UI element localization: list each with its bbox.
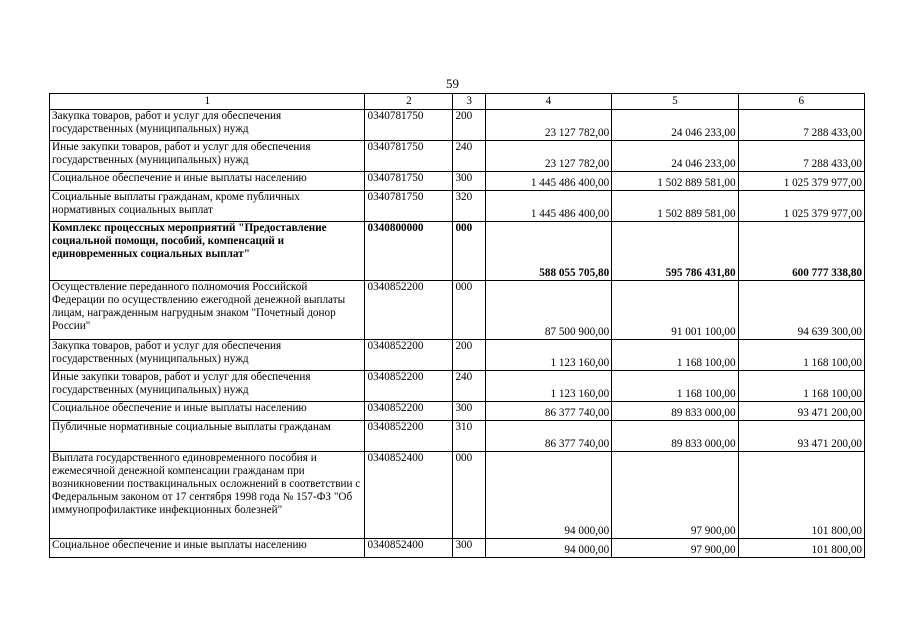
row-name-cell: Комплекс процессных мероприятий "Предоставление социальной помощи, пособий, компенсаций и единовременных социальных выплат"	[50, 222, 365, 281]
row-amount-1-cell: 94 000,00	[485, 539, 611, 558]
row-type-cell: 200	[453, 340, 485, 371]
header-col-6: 6	[738, 94, 864, 110]
row-code-cell: 0340781750	[365, 141, 453, 172]
row-code-cell: 0340852200	[365, 371, 453, 402]
row-amount-2-cell: 97 900,00	[612, 539, 738, 558]
table-row	[50, 371, 865, 402]
row-amount-3-cell: 7 288 433,00	[738, 141, 864, 172]
row-type-cell: 300	[453, 539, 485, 558]
table-row	[50, 191, 865, 222]
row-type-cell: 300	[453, 402, 485, 421]
row-amount-3-cell: 101 800,00	[738, 539, 864, 558]
row-type-cell: 240	[453, 371, 485, 402]
header-col-3: 3	[453, 94, 485, 110]
row-amount-2-cell: 1 168 100,00	[612, 340, 738, 371]
header-col-2: 2	[365, 94, 453, 110]
header-col-1: 1	[50, 94, 365, 110]
row-name-cell: Социальные выплаты гражданам, кроме публичных нормативных социальных выплат	[50, 191, 365, 222]
row-name-cell: Закупка товаров, работ и услуг для обеспечения государственных (муниципальных) нужд	[50, 110, 365, 141]
row-code-cell: 0340852400	[365, 539, 453, 558]
row-code-cell: 0340781750	[365, 172, 453, 191]
row-amount-2-cell: 1 502 889 581,00	[612, 191, 738, 222]
row-amount-2-cell: 91 001 100,00	[612, 281, 738, 340]
row-amount-1-cell: 588 055 705,80	[485, 222, 611, 281]
row-name-cell: Иные закупки товаров, работ и услуг для обеспечения государственных (муниципальных) нужд	[50, 371, 365, 402]
row-amount-1-cell: 86 377 740,00	[485, 402, 611, 421]
row-code-cell: 0340800000	[365, 222, 453, 281]
row-amount-3-cell: 7 288 433,00	[738, 110, 864, 141]
row-amount-3-cell: 93 471 200,00	[738, 402, 864, 421]
row-name-cell: Выплата государственного единовременного пособия и ежемесячной денежной компенсации гражданам при возникновении поствакцинальных осложнений в соответствии с Федеральным законом от 17 сентября 1998 года № 157-ФЗ "Об иммунопрофилактике инфекционных болезней"	[50, 452, 365, 539]
row-type-cell: 320	[453, 191, 485, 222]
row-code-cell: 0340781750	[365, 110, 453, 141]
row-amount-1-cell: 1 445 486 400,00	[485, 172, 611, 191]
row-amount-2-cell: 1 502 889 581,00	[612, 172, 738, 191]
table-row	[50, 340, 865, 371]
table-row	[50, 539, 865, 558]
row-code-cell: 0340852200	[365, 402, 453, 421]
row-type-cell: 240	[453, 141, 485, 172]
row-amount-3-cell: 1 168 100,00	[738, 340, 864, 371]
row-type-cell: 000	[453, 281, 485, 340]
header-col-4: 4	[485, 94, 611, 110]
row-amount-1-cell: 87 500 900,00	[485, 281, 611, 340]
row-amount-1-cell: 1 123 160,00	[485, 340, 611, 371]
row-amount-3-cell: 101 800,00	[738, 452, 864, 539]
row-amount-2-cell: 89 833 000,00	[612, 421, 738, 452]
row-code-cell: 0340852200	[365, 281, 453, 340]
row-name-cell: Иные закупки товаров, работ и услуг для обеспечения государственных (муниципальных) нужд	[50, 141, 365, 172]
row-code-cell: 0340852200	[365, 340, 453, 371]
table-row	[50, 110, 865, 141]
row-code-cell: 0340781750	[365, 191, 453, 222]
row-amount-1-cell: 1 123 160,00	[485, 371, 611, 402]
row-amount-3-cell: 94 639 300,00	[738, 281, 864, 340]
table-row	[50, 421, 865, 452]
table-row	[50, 141, 865, 172]
row-amount-2-cell: 24 046 233,00	[612, 110, 738, 141]
row-amount-2-cell: 89 833 000,00	[612, 402, 738, 421]
row-amount-3-cell: 93 471 200,00	[738, 421, 864, 452]
row-code-cell: 0340852400	[365, 452, 453, 539]
row-type-cell: 200	[453, 110, 485, 141]
row-name-cell: Социальное обеспечение и иные выплаты населению	[50, 402, 365, 421]
row-name-cell: Закупка товаров, работ и услуг для обеспечения государственных (муниципальных) нужд	[50, 340, 365, 371]
row-amount-3-cell: 1 025 379 977,00	[738, 172, 864, 191]
row-name-cell: Социальное обеспечение и иные выплаты населению	[50, 172, 365, 191]
header-col-5: 5	[612, 94, 738, 110]
table-row	[50, 172, 865, 191]
row-code-cell: 0340852200	[365, 421, 453, 452]
row-amount-3-cell: 1 025 379 977,00	[738, 191, 864, 222]
row-amount-2-cell: 24 046 233,00	[612, 141, 738, 172]
row-amount-1-cell: 23 127 782,00	[485, 141, 611, 172]
table-row	[50, 452, 865, 539]
table-header-row	[50, 94, 865, 110]
row-amount-1-cell: 1 445 486 400,00	[485, 191, 611, 222]
row-name-cell: Осуществление переданного полномочия Российской Федерации по осуществлению ежегодной денежной выплаты лицам, награжденным нагрудным знаком "Почетный донор России"	[50, 281, 365, 340]
row-name-cell: Публичные нормативные социальные выплаты гражданам	[50, 421, 365, 452]
budget-table	[49, 93, 865, 558]
row-amount-2-cell: 1 168 100,00	[612, 371, 738, 402]
table-row	[50, 222, 865, 281]
row-amount-1-cell: 94 000,00	[485, 452, 611, 539]
row-name-cell: Социальное обеспечение и иные выплаты населению	[50, 539, 365, 558]
row-amount-2-cell: 595 786 431,80	[612, 222, 738, 281]
table-row	[50, 281, 865, 340]
row-amount-2-cell: 97 900,00	[612, 452, 738, 539]
page-number: 59	[446, 76, 459, 91]
row-amount-3-cell: 600 777 338,80	[738, 222, 864, 281]
row-amount-1-cell: 86 377 740,00	[485, 421, 611, 452]
row-amount-3-cell: 1 168 100,00	[738, 371, 864, 402]
row-type-cell: 000	[453, 222, 485, 281]
row-type-cell: 300	[453, 172, 485, 191]
row-amount-1-cell: 23 127 782,00	[485, 110, 611, 141]
row-type-cell: 310	[453, 421, 485, 452]
row-type-cell: 000	[453, 452, 485, 539]
table-row	[50, 402, 865, 421]
